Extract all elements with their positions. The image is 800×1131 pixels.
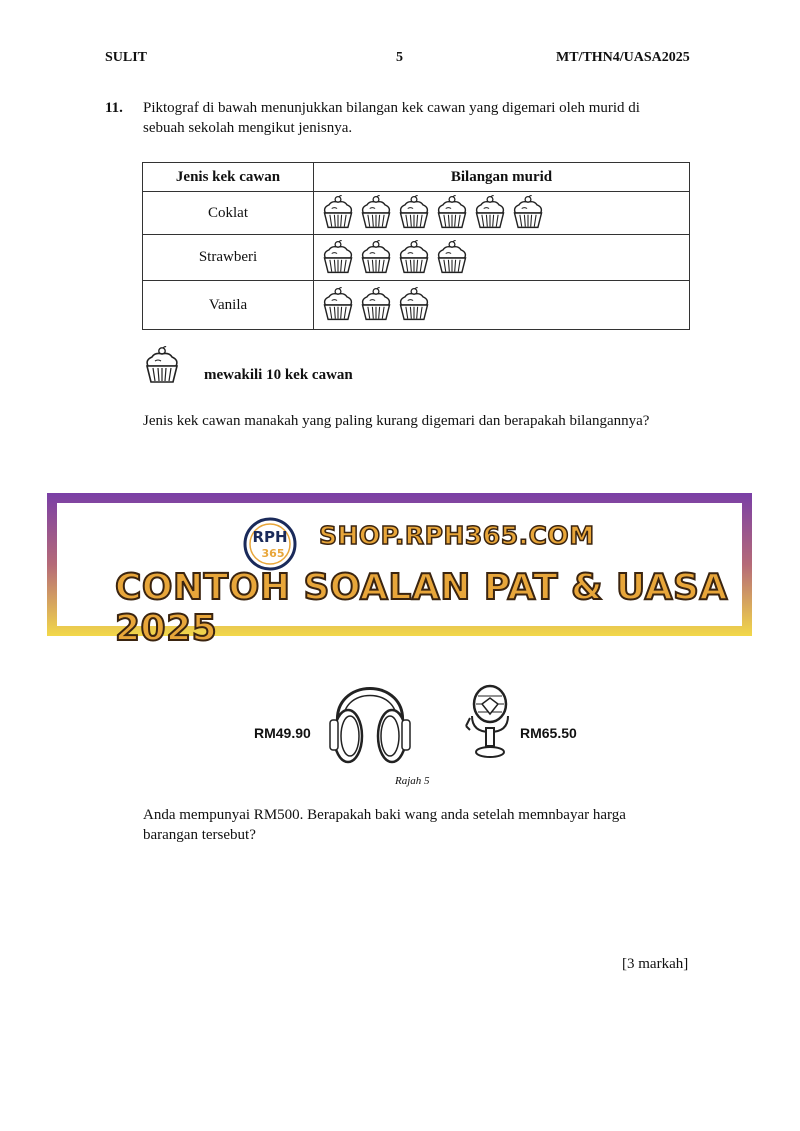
- question-intro-line2: sebuah sekolah mengikut jenisnya.: [143, 120, 353, 136]
- row-label: Coklat: [143, 192, 314, 235]
- question-number: 11.: [105, 100, 123, 116]
- microphone-price: RM65.50: [520, 725, 577, 741]
- cupcake-icon: [358, 195, 394, 231]
- cupcake-icon: [510, 195, 546, 231]
- pictograph-table: [142, 162, 690, 330]
- banner-title: CONTOH SOALAN PAT & UASA 2025: [115, 567, 728, 649]
- promo-banner: [47, 493, 752, 649]
- cupcake-icons: [314, 235, 690, 281]
- headphones-icon: [326, 656, 414, 768]
- figure-caption: Rajah 5: [395, 775, 430, 787]
- rph365-logo-icon: [243, 517, 297, 571]
- table-row: [143, 192, 690, 235]
- svg-text:365: 365: [261, 547, 285, 560]
- microphone-icon: [462, 684, 516, 762]
- header-left: SULIT: [105, 50, 148, 65]
- cupcake-icon: [434, 240, 470, 276]
- question2-line2: barangan tersebut?: [143, 827, 256, 843]
- question-intro-line1: Piktograf di bawah menunjukkan bilangan kek cawan yang digemari oleh murid di: [143, 100, 640, 116]
- cupcake-icon: [358, 240, 394, 276]
- cupcake-icons: [314, 192, 690, 235]
- table-header-count: Bilangan murid: [314, 163, 690, 192]
- question-prompt: Jenis kek cawan manakah yang paling kurang digemari dan berapakah bilangannya?: [143, 413, 650, 429]
- cupcake-icon: [320, 287, 356, 323]
- row-label: Vanila: [143, 281, 314, 330]
- cupcake-icon: [320, 240, 356, 276]
- marks-label: [3 markah]: [622, 956, 689, 972]
- cupcake-icon: [396, 195, 432, 231]
- cupcake-icon: [396, 287, 432, 323]
- question2-line1: Anda mempunyai RM500. Berapakah baki wang anda setelah memnbayar harga: [143, 807, 626, 823]
- table-row: [143, 281, 690, 330]
- page-number: 5: [396, 50, 403, 65]
- svg-text:RPH: RPH: [252, 528, 288, 546]
- cupcake-icon: [358, 287, 394, 323]
- cupcake-icon: [396, 240, 432, 276]
- table-header-type: Jenis kek cawan: [143, 163, 314, 192]
- headphone-price: RM49.90: [254, 725, 311, 741]
- header-code: MT/THN4/UASA2025: [556, 50, 690, 65]
- key-text: mewakili 10 kek cawan: [204, 367, 353, 383]
- key-cupcake-icon: [142, 346, 182, 386]
- cupcake-icon: [472, 195, 508, 231]
- cupcake-icons: [314, 281, 690, 330]
- cupcake-icon: [434, 195, 470, 231]
- row-label: Strawberi: [143, 235, 314, 281]
- table-row: [143, 235, 690, 281]
- banner-shop-url: SHOP.RPH365.COM: [319, 521, 595, 550]
- cupcake-icon: [320, 195, 356, 231]
